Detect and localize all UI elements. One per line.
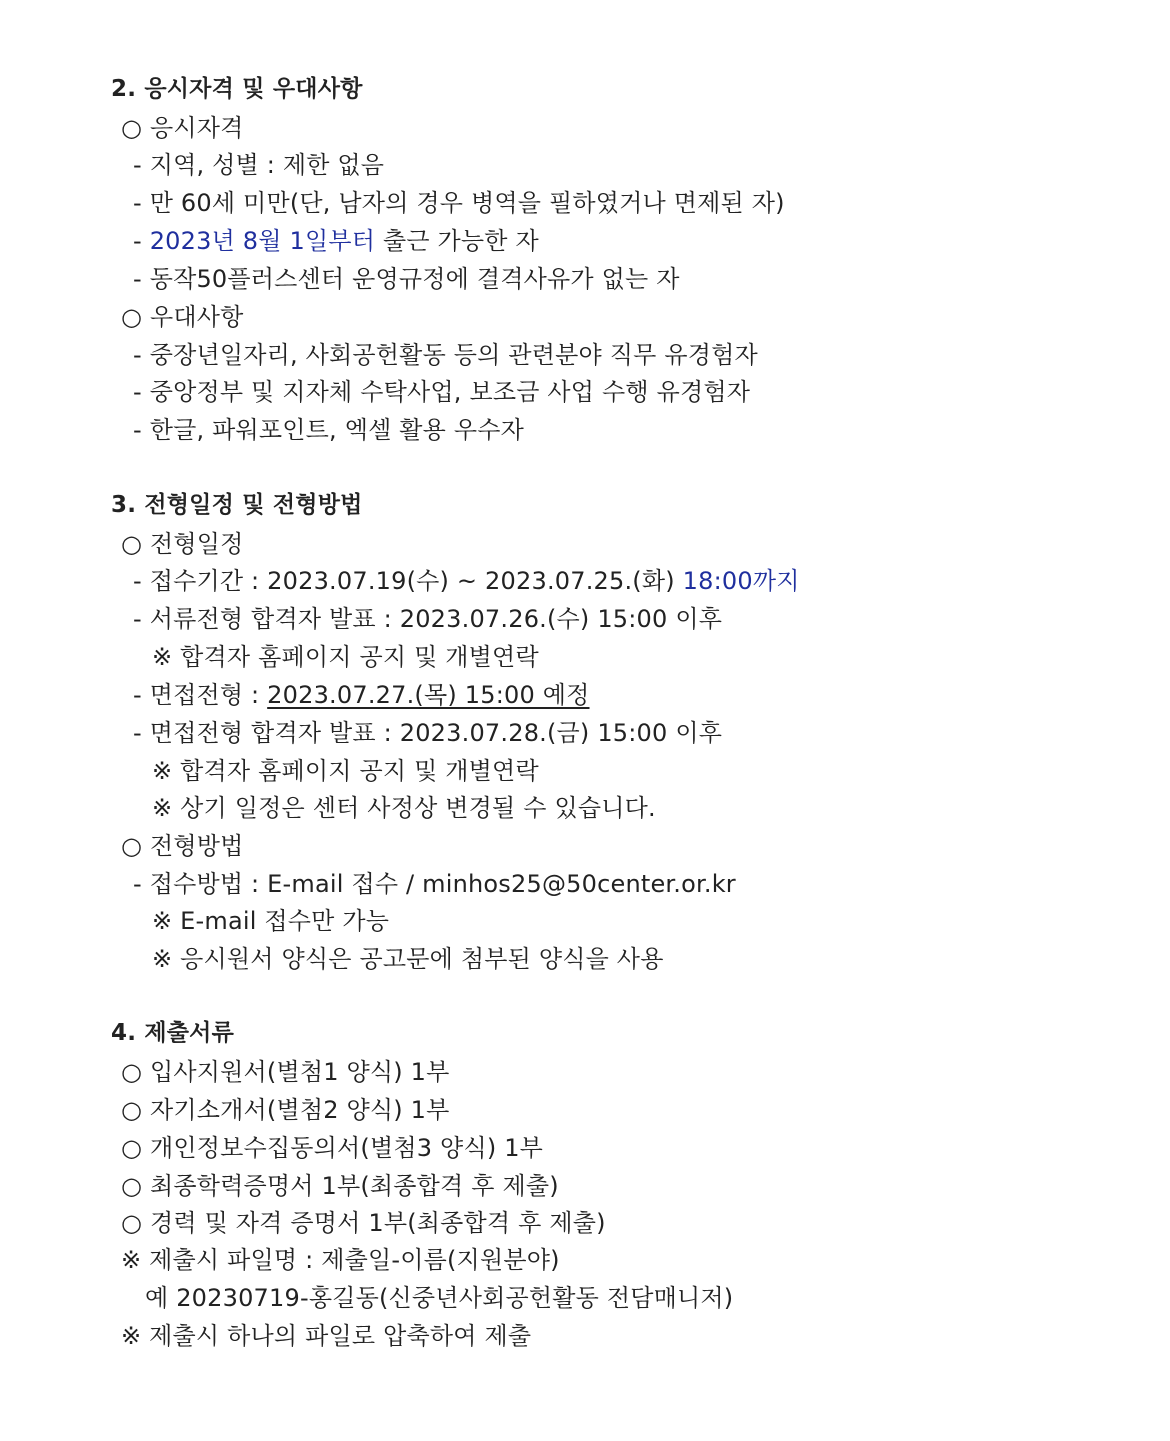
- section-3-heading: 3. 전형일정 및 전형방법: [111, 492, 363, 518]
- zip-note: ※ 제출시 하나의 파일로 압축하여 제출: [121, 1322, 532, 1350]
- schedule-application-period: [133, 566, 800, 596]
- interview-label: - 면접전형 :: [133, 681, 268, 709]
- document-item-self-intro: ○ 자기소개서(별첨2 양식) 1부: [121, 1096, 450, 1124]
- document-item-application: ○ 입사지원서(별첨1 양식) 1부: [121, 1058, 450, 1086]
- preference-item-government: - 중앙정부 및 지자체 수탁사업, 보조금 사업 수행 유경험자: [133, 378, 751, 406]
- method-email-only-note: ※ E-mail 접수만 가능: [152, 907, 390, 935]
- start-date-highlight: 2023년 8월 1일부터: [149, 227, 376, 255]
- section-4-heading: 4. 제출서류: [111, 1020, 235, 1046]
- preference-item-experience: - 중장년일자리, 사회공헌활동 등의 관련분야 직무 유경험자: [133, 341, 758, 369]
- schedule-interview-result-note: ※ 합격자 홈페이지 공지 및 개별연락: [152, 757, 539, 785]
- preference-heading: ○ 우대사항: [121, 303, 244, 331]
- file-name-note: ※ 제출시 파일명 : 제출일-이름(지원분야): [121, 1246, 560, 1274]
- qualification-heading: ○ 응시자격: [121, 114, 244, 142]
- file-name-example: 예 20230719-홍길동(신중년사회공헌활동 전담매니저): [145, 1284, 734, 1312]
- document-item-education-cert: ○ 최종학력증명서 1부(최종합격 후 제출): [121, 1172, 559, 1200]
- schedule-interview-result: - 면접전형 합격자 발표 : 2023.07.28.(금) 15:00 이후: [133, 719, 723, 747]
- method-email: - 접수방법 : E-mail 접수 / minhos25@50center.or.kr: [133, 870, 736, 898]
- method-form-note: ※ 응시원서 양식은 공고문에 첨부된 양식을 사용: [152, 945, 664, 973]
- schedule-change-note: ※ 상기 일정은 센터 사정상 변경될 수 있습니다.: [152, 794, 656, 822]
- document-item-career-cert: ○ 경력 및 자격 증명서 1부(최종합격 후 제출): [121, 1209, 606, 1237]
- deadline-highlight: 18:00까지: [682, 567, 800, 595]
- method-heading: ○ 전형방법: [121, 832, 244, 860]
- schedule-interview: [133, 680, 590, 710]
- schedule-document-result-note: ※ 합격자 홈페이지 공지 및 개별연락: [152, 643, 539, 671]
- schedule-heading: ○ 전형일정: [121, 530, 244, 558]
- qualification-item-start-date: [133, 226, 539, 256]
- preference-item-office-skills: - 한글, 파워포인트, 엑셀 활용 우수자: [133, 416, 525, 444]
- section-2-heading: 2. 응시자격 및 우대사항: [111, 76, 363, 102]
- start-date-suffix: 출근 가능한 자: [375, 227, 539, 255]
- dash-prefix: -: [133, 227, 150, 255]
- interview-date: 2023.07.27.(목) 15:00 예정: [267, 681, 590, 709]
- document-item-privacy-consent: ○ 개인정보수집동의서(별첨3 양식) 1부: [121, 1134, 544, 1162]
- qualification-item-age: - 만 60세 미만(단, 남자의 경우 병역을 필하였거나 면제된 자): [133, 189, 785, 217]
- qualification-item-regulation: - 동작50플러스센터 운영규정에 결격사유가 없는 자: [133, 265, 680, 293]
- application-period-text: - 접수기간 : 2023.07.19(수) ~ 2023.07.25.(화): [133, 567, 683, 595]
- qualification-item-region-gender: - 지역, 성별 : 제한 없음: [133, 151, 385, 179]
- schedule-document-result: - 서류전형 합격자 발표 : 2023.07.26.(수) 15:00 이후: [133, 605, 723, 633]
